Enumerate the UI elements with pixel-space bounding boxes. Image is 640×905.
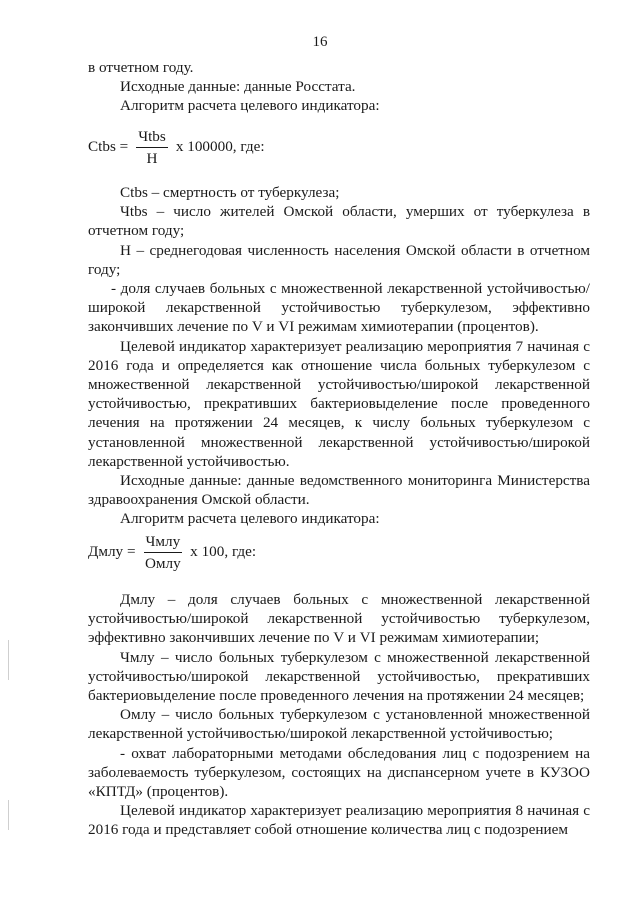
formula-numerator: Чtbs bbox=[136, 128, 168, 148]
page-number: 16 bbox=[312, 34, 328, 50]
definition-chmlu: Чмлу – число больных туберкулезом с множественной лекарственной устойчивостью/широкой лекарственной устойчивостью, прекративших бактериовыделение после проведенного лечения на протяжении 24 месяцев; bbox=[88, 648, 590, 705]
intro-block bbox=[88, 58, 590, 116]
formula-rhs: x 100000, где: bbox=[175, 138, 265, 155]
definition-chtbs: Чtbs – число жителей Омской области, умерших от туберкулеза в отчетном году; bbox=[88, 203, 590, 240]
formula-fraction bbox=[136, 128, 168, 167]
formula-mdr-share bbox=[88, 530, 256, 574]
formula-lhs: Ctbs = bbox=[88, 138, 129, 155]
scan-edge-mark bbox=[8, 640, 9, 680]
indicator-mdr-share: - доля случаев больных с множественной лекарственной устойчивостью/широкой лекарственной устойчивостью туберкулезом, эффективно закончивших лечение по V и VI режимам химиотерапии (процентов). bbox=[88, 280, 590, 336]
definition-omlu: Омлу – число больных туберкулезом с установленной множественной лекарственной устойчивостью/широкой лекарственной устойчивостью; bbox=[88, 706, 590, 743]
definitions-block bbox=[88, 183, 590, 529]
paragraph-algorithm-heading: Алгоритм расчета целевого индикатора: bbox=[120, 97, 380, 115]
paragraph-source-data-2: Исходные данные: данные ведомственного мониторинга Министерства здравоохранения Омской области. bbox=[88, 472, 590, 509]
definition-dmlu: Дмлу – доля случаев больных с множественной лекарственной устойчивостью/широкой лекарственной устойчивостью туберкулезом, эффективно закончивших лечение по V и VI режимам химиотерапии; bbox=[88, 591, 590, 647]
paragraph-indicator-7: Целевой индикатор характеризует реализацию мероприятия 7 начиная с 2016 года и определяется как отношение числа больных туберкулезом с множественной лекарственной устойчивостью/широкой лекарственной устойчивостью, прекративших бактериовыделение после проведенного лечения на протяжении 24 месяцев, к числу больных туберкулезом с установленной множественной лекарственной устойчивостью/широкой лекарственной устойчивостью. bbox=[88, 337, 590, 470]
formula-lhs: Дмлу = bbox=[88, 543, 136, 560]
formula-fraction bbox=[144, 533, 183, 572]
formula-numerator: Чмлу bbox=[144, 533, 183, 553]
definition-n: Н – среднегодовая численность населения Омской области в отчетном году; bbox=[88, 241, 590, 278]
formula-denominator: Н bbox=[146, 149, 158, 167]
definition-ctbs: Ctbs – смертность от туберкулеза; bbox=[120, 184, 340, 201]
paragraph-continuation: в отчетном году. bbox=[88, 59, 194, 76]
scan-edge-mark bbox=[8, 800, 9, 830]
paragraph-indicator-8: Целевой индикатор характеризует реализацию мероприятия 8 начиная с 2016 года и представляет собой отношение количества лиц с подозрением bbox=[88, 802, 590, 839]
formula-mortality bbox=[88, 125, 265, 169]
paragraph-algorithm-heading-2: Алгоритм расчета целевого индикатора: bbox=[120, 510, 380, 528]
formula-rhs: x 100, где: bbox=[190, 543, 257, 560]
paragraph-source-data: Исходные данные: данные Росстата. bbox=[120, 78, 356, 96]
definitions-block-2 bbox=[88, 590, 590, 840]
indicator-lab-coverage: - охват лабораторными методами обследования лиц с подозрением на заболеваемость туберкулезом, состоящих на диспансерном учете в КУЗОО «КПТД» (процентов). bbox=[88, 744, 590, 801]
formula-denominator: Омлу bbox=[144, 554, 181, 572]
